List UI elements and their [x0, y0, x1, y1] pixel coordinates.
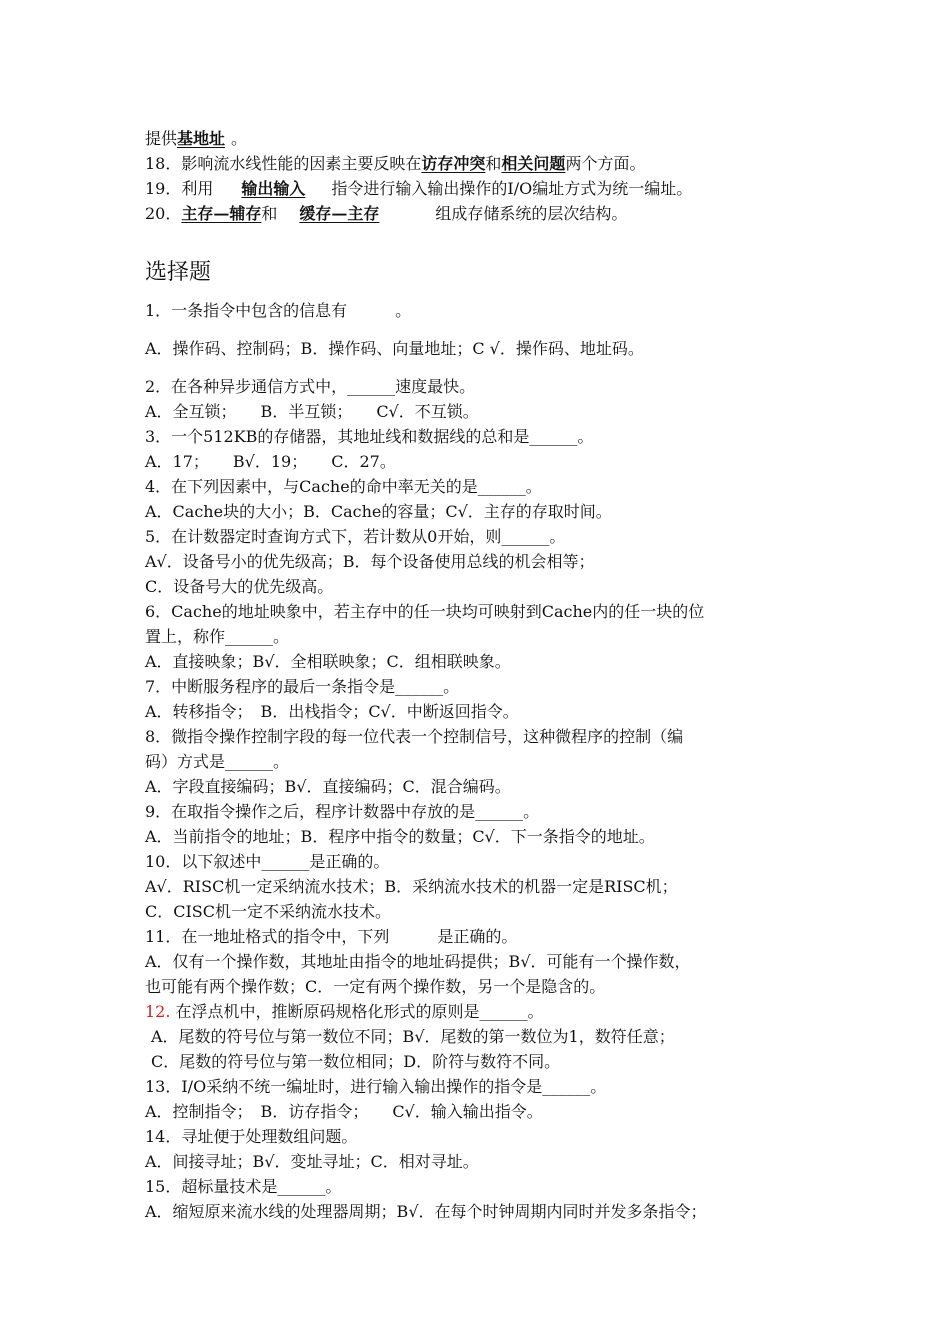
question-line: 8．微指令操作控制字段的每一位代表一个控制信号，这种微程序的控制（编 [145, 727, 684, 746]
answer-line: A．当前指令的地址；B．程序中指令的数量；C√．下一条指令的地址。 [145, 827, 655, 846]
answer-line: A．间接寻址；B√．变址寻址；C．相对寻址。 [145, 1152, 479, 1171]
question-line: 4．在下列因素中，与Cache的命中率无关的是______。 [145, 477, 542, 496]
fill-line-18 [145, 151, 825, 176]
question-line: 14．寻址便于处理数组问题。 [145, 1127, 358, 1146]
text: 在浮点机中，推断原码规格化形式的原则是______。 [170, 1002, 544, 1021]
question-line: 6．Cache的地址映象中，若主存中的任一块均可映射到Cache内的任一块的位 [145, 602, 705, 621]
question-number-red: 12. [145, 1002, 171, 1021]
question-line: 1．一条指令中包含的信息有 。 [145, 301, 412, 320]
question-line: 5．在计数器定时查询方式下，若计数从0开始，则______。 [145, 527, 566, 546]
question-line: 3．一个512KB的存储器，其地址线和数据线的总和是______。 [145, 427, 594, 446]
answer-line: A．Cache块的大小；B．Cache的容量；C√．主存的存取时间。 [145, 502, 612, 521]
answer-line: C．尾数的符号位与第一数位相同；D．阶符与数符不同。 [151, 1052, 561, 1071]
question-line: 2．在各种异步通信方式中，______速度最快。 [145, 377, 476, 396]
answer-line: A．操作码、控制码；B．操作码、向量地址；C √．操作码、地址码。 [145, 339, 644, 358]
answer-blank: 缓存—主存 [299, 204, 380, 223]
answer-blank: 相关问题 [501, 154, 566, 173]
section-title: 选择题 [145, 260, 212, 285]
answer-blank: 访存冲突 [421, 154, 486, 173]
answer-line: A．转移指令； B．出栈指令；C√．中断返回指令。 [145, 702, 519, 721]
answer-line: A．字段直接编码；B√．直接编码；C．混合编码。 [145, 777, 511, 796]
answer-line: A．尾数的符号位与第一数位不同；B√．尾数的第一数位为1，数符任意； [151, 1027, 675, 1046]
answer-blank: 输出输入 [241, 179, 306, 198]
question-line: 10．以下叙述中______是正确的。 [145, 852, 390, 871]
fill-line-19 [145, 176, 825, 201]
text: 指令进行输入输出操作的I/O编址方式为统一编址。 [331, 179, 693, 198]
question-number: 20． [145, 204, 182, 223]
answer-line: A．直接映象；B√．全相联映象；C．组相联映象。 [145, 652, 511, 671]
document-page [145, 126, 825, 1224]
answer-blank: 基地址 [177, 129, 226, 148]
answer-line: A．17； B√．19； C．27。 [145, 452, 396, 471]
question-line: 15．超标量技术是______。 [145, 1177, 342, 1196]
text: 两个方面。 [565, 154, 646, 173]
question-line: 码）方式是______。 [145, 752, 290, 771]
answer-line: A．缩短原来流水线的处理器周期；B√．在每个时钟周期内同时并发多条指令； [145, 1202, 707, 1221]
answer-line: A√．设备号小的优先级高；B．每个设备使用总线的机会相等； [145, 552, 595, 571]
question-line: 9．在取指令操作之后，程序计数器中存放的是______。 [145, 802, 540, 821]
question-number: 19．利用 [145, 179, 214, 198]
text: 。 [231, 129, 248, 148]
answer-line: C．设备号大的优先级高。 [145, 577, 334, 596]
question-line: 7．中断服务程序的最后一条指令是______。 [145, 677, 460, 696]
question-number: 18． [145, 154, 182, 173]
text: 提供 [145, 129, 178, 148]
answer-line: 也可能有两个操作数；C．一定有两个操作数，另一个是隐含的。 [145, 977, 606, 996]
question-line: 置上，称作______。 [145, 627, 290, 646]
answer-line: A．控制指令； B．访存指令； C√．输入输出指令。 [145, 1102, 543, 1121]
fill-line-20 [145, 201, 825, 226]
question-line: 11．在一地址格式的指令中，下列 是正确的。 [145, 927, 518, 946]
text: 和 [485, 154, 502, 173]
text: 和 [261, 204, 278, 223]
answer-line: A．全互锁； B．半互锁； C√．不互锁。 [145, 402, 479, 421]
answer-blank: 主存—辅存 [181, 204, 262, 223]
text: 组成存储系统的层次结构。 [435, 204, 628, 223]
answer-line: A√．RISC机一定采纳流水技术；B．采纳流水技术的机器一定是RISC机； [145, 877, 678, 896]
answer-line: C．CISC机一定不采纳流水技术。 [145, 902, 392, 921]
question-line-12 [145, 999, 825, 1024]
answer-line: A．仅有一个操作数，其地址由指令的地址码提供；B√．可能有一个操作数， [145, 952, 691, 971]
text: 影响流水线性能的因素主要反映在 [181, 154, 422, 173]
question-line: 13．I/O采纳不统一编址时，进行输入输出操作的指令是______。 [145, 1077, 607, 1096]
fill-line-17 [145, 126, 825, 151]
